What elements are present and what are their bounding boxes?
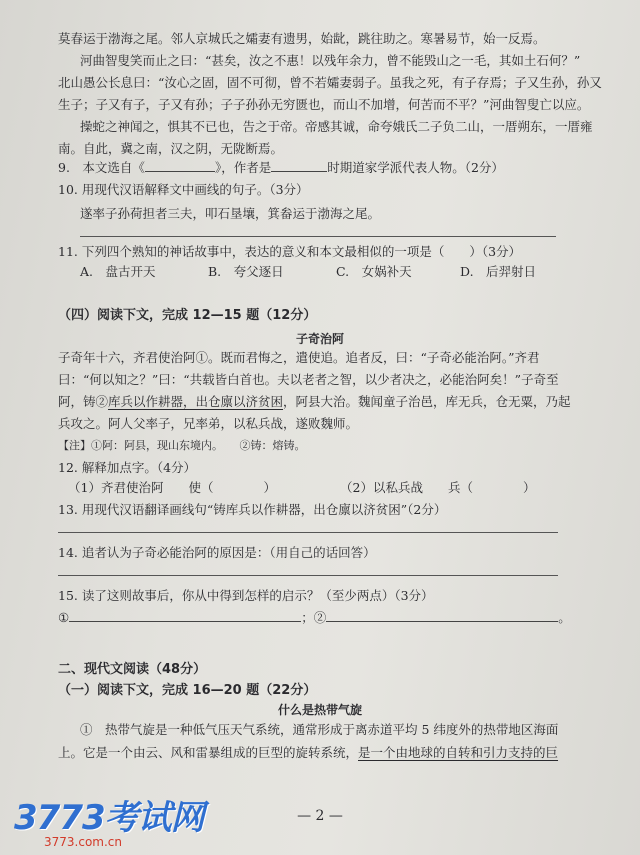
question-15-answer: ① ；② 。 <box>58 610 571 625</box>
passage3-line-1: ① 热带气旋是一种低气压天气系统，通常形成于离赤道平均 5 纬度外的热带地区海面 <box>80 722 559 737</box>
question-12-item-1: （1）齐君使治阿 使（ ） <box>68 480 276 495</box>
passage-line-1: 莫春运于渤海之尾。邻人京城氏之孀妻有遗男，始龀，跳往助之。寒暑易节，始一反焉。 <box>58 31 546 46</box>
site-watermark-logo <box>14 790 204 849</box>
q11-option-b: B. 夸父逐日 <box>208 264 284 279</box>
q11-option-a: A. 盘古开天 <box>80 264 156 279</box>
passage2-line-4: 兵攻之。阿人父率子，兄率弟，以私兵战，遂败魏师。 <box>58 416 359 431</box>
passage-line-3: 北山愚公长息曰：“汝心之固，固不可彻，曾不若孀妻弱子。虽我之死，有子存焉；子又生孙，孙又 <box>58 75 602 90</box>
question-12: 12. 解释加点字。（4分） <box>58 460 197 475</box>
answer-line-10 <box>80 236 556 237</box>
question-9: 9. 本文选自《 》，作者是 时期道家学派代表人物。（2分） <box>58 160 504 175</box>
page-number: — 2 — <box>297 808 343 824</box>
passage3-line-2: 上。它是一个由云、风和雷暴组成的巨型的旋转系统，是一个由地球的自转和引力支持的巨 <box>58 745 559 760</box>
question-10: 10. 用现代汉语解释文中画线的句子。（3分） <box>58 182 309 197</box>
section-4-heading: （四）阅读下文，完成 12—15 题（12分） <box>58 308 317 323</box>
question-13: 13. 用现代汉语翻译画线句“铸库兵以作耕器，出仓廪以济贫困”（2分） <box>58 502 447 517</box>
passage2-line-2: 曰：“何以知之？”曰：“共载皆白首也。夫以老者之智，以少者决之，必能治阿矣！”子奇至 <box>58 372 559 387</box>
annotation-note: 【注】①阿：阿县，现山东境内。 ②铸：熔铸。 <box>58 439 306 452</box>
passage-line-2: 河曲智叟笑而止之曰：“甚矣，汝之不惠！以残年余力，曾不能毁山之一毛，其如土石何？” <box>80 53 581 68</box>
watermark-main-text: 3773考试网 <box>14 798 204 838</box>
passage-line-5: 操蛇之神闻之，惧其不已也，告之于帝。帝感其诚，命夸娥氏二子负二山，一厝朔东，一厝雍 <box>80 119 593 134</box>
answer-line-13 <box>58 532 558 533</box>
q11-option-d: D. 后羿射日 <box>460 264 537 279</box>
passage2-line-1: 子奇年十六，齐君使治阿①。既而君悔之，遣使追。追者反，曰：“子奇必能治阿。”齐君 <box>58 350 540 365</box>
passage-line-6: 南。自此，冀之南，汉之阴，无陇断焉。 <box>58 141 284 156</box>
passage-title-cyclone: 什么是热带气旋 <box>277 703 362 717</box>
question-14: 14. 追者认为子奇必能治阿的原因是：（用自己的话回答） <box>58 545 376 560</box>
question-15: 15. 读了这则故事后，你从中得到怎样的启示？（至少两点）（3分） <box>58 588 434 603</box>
question-10-quote: 遂率子孙荷担者三夫，叩石垦壤，箕畚运于渤海之尾。 <box>80 206 381 221</box>
passage2-line-3: 阿，铸②库兵以作耕器，出仓廪以济贫困，阿县大治。魏闻童子治邑，库无兵，仓无粟，乃起 <box>58 394 571 409</box>
question-11: 11. 下列四个熟知的神话故事中，表达的意义和本文最相似的一项是（ ）（3分） <box>58 244 522 259</box>
passage-line-4: 生子；子又有子，子又有孙；子子孙孙无穷匮也，而山不加增，何苦而不平？”河曲智叟亡以应。 <box>58 97 590 112</box>
question-12-item-2: （2）以私兵战 兵（ ） <box>340 480 536 495</box>
q11-option-c: C. 女娲补天 <box>336 264 412 279</box>
passage-title-ziqi: 子奇治阿 <box>295 332 344 346</box>
part-2-heading: 二、现代文阅读（48分） <box>58 662 207 677</box>
watermark-url-text: 3773.com.cn <box>44 835 122 849</box>
answer-line-14 <box>58 575 558 576</box>
part-2-subheading: （一）阅读下文，完成 16—20 题（22分） <box>58 683 317 698</box>
